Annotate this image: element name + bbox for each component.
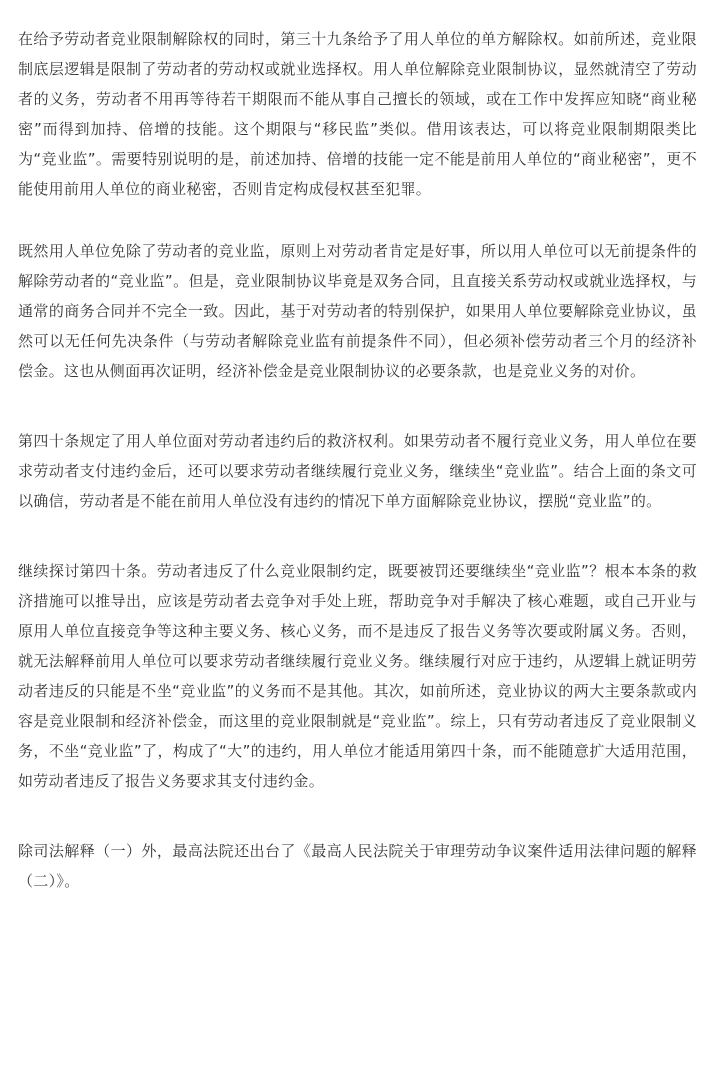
article-body xyxy=(18,24,697,896)
paragraph-gap xyxy=(18,204,697,236)
paragraph-1: 在给予劳动者竞业限制解除权的同时，第三十九条给予了用人单位的单方解除权。如前所述，竞业限制底层逻辑是限制了劳动者的劳动权或就业选择权。用人单位解除竞业限制协议，显然就清空了劳动者的义务，劳动者不用再等待若干期限而不能从事自己擅长的领域，或在工作中发挥应知晓“商业秘密”而得到加持、倍增的技能。这个期限与“移民监”类似。借用该表达，可以将竞业限制期限类比为“竞业监”。需要特别说明的是，前述加持、倍增的技能一定不能是前用人单位的“商业秘密”，更不能使用前用人单位的商业秘密，否则肯定构成侵权甚至犯罪。 xyxy=(18,30,697,198)
paragraph-3: 第四十条规定了用人单位面对劳动者违约后的救济权利。如果劳动者不履行竞业义务，用人单位在要求劳动者支付违约金后，还可以要求劳动者继续履行竞业义务，继续坐“竞业监”。结合上面的条文可以确信，劳动者是不能在前用人单位没有违约的情况下单方面解除竞业协议，摆脱“竞业监”的。 xyxy=(18,432,697,510)
paragraph-4: 继续探讨第四十条。劳动者违反了什么竞业限制约定，既要被罚还要继续坐“竞业监”？根本本条的救济措施可以推导出，应该是劳动者去竞争对手处上班，帮助竞争对手解决了核心难题，或自己开业与原用人单位直接竞争等这种主要义务、核心义务，而不是违反了报告义务等次要或附属义务。否则，就无法解释前用人单位可以要求劳动者继续履行竞业义务。继续履行对应于违约，从逻辑上就证明劳动者违反的只能是不坐“竞业监”的义务而不是其他。其次，如前所述，竞业协议的两大主要条款或内容是竞业限制和经济补偿金，而这里的竞业限制就是“竞业监”。综上，只有劳动者违反了竞业限制义务，不坐“竞业监”了，构成了“大”的违约，用人单位才能适用第四十条，而不能随意扩大适用范围，如劳动者违反了报告义务要求其支付违约金。 xyxy=(18,562,697,790)
paragraph-5: 除司法解释（一）外，最高法院还出台了《最高人民法院关于审理劳动争议案件适用法律问题的解释（二）》。 xyxy=(18,842,697,890)
paragraph-gap xyxy=(18,516,697,556)
paragraph-2: 既然用人单位免除了劳动者的竞业监，原则上对劳动者肯定是好事，所以用人单位可以无前提条件的解除劳动者的“竞业监”。但是，竞业限制协议毕竟是双务合同，且直接关系劳动权或就业选择权，与通常的商务合同并不完全一致。因此，基于对劳动者的特别保护，如果用人单位要解除竞业协议，虽然可以无任何先决条件（与劳动者解除竞业监有前提条件不同），但必须补偿劳动者三个月的经济补偿金。这也从侧面再次证明，经济补偿金是竞业限制协议的必要条款，也是竞业义务的对价。 xyxy=(18,242,697,380)
paragraph-gap xyxy=(18,386,697,426)
paragraph-gap xyxy=(18,796,697,836)
